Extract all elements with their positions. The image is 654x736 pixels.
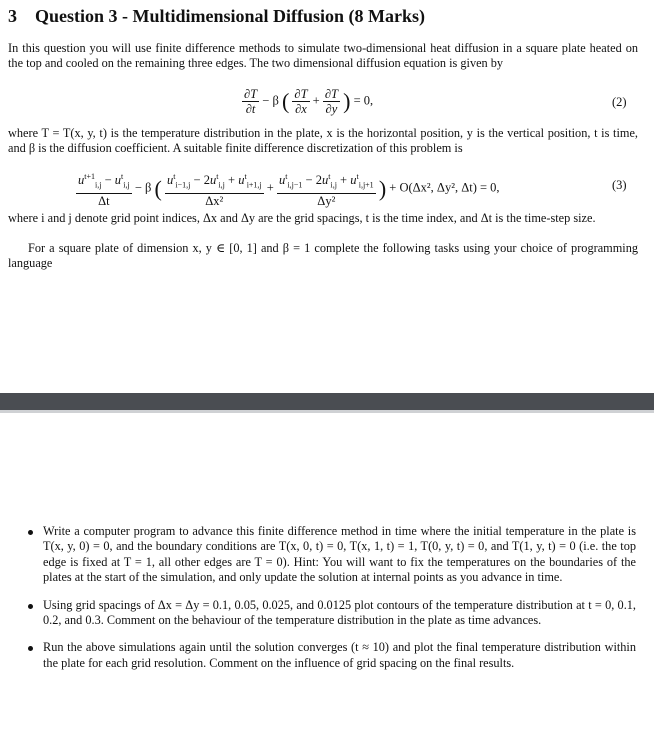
- y-second-difference-fraction: $\frac{u^t_{i,j-1} - 2u^t_{i,j} + u^t_{i,j+1}}{\text{Δy²}}$: [278, 172, 374, 208]
- equation-3: $\frac{u^{t+1}_{i,j} - u^t_{i,j}}{\Delta t}$ − β ( $\frac{u^t_{i-1,j} - 2u^t_{i,j} + u^t_{i+1,j}}{\text{Δx²}}$ + $\frac{u^t_{i,j-1} - 2u^t_{i,j} + u^t_{i,j+1}}{\text{Δy²}}$ ) + O(Δx², Δy², Δt) = 0,: [78, 172, 500, 208]
- task-list: [28, 524, 636, 683]
- equation-3-label: (3): [612, 178, 627, 192]
- plus-sign: +: [312, 93, 320, 108]
- where-T-paragraph: where T = T(x, y, t) is the temperature distribution in the plate, x is the horizontal position, y is the vertical position, t is time, and β is the diffusion coefficient. A suitable finite difference discretization of this problem is: [8, 126, 638, 156]
- section-number: 3: [8, 6, 17, 26]
- dT-dy-fraction: $\frac{\partial T}{\partial y}$: [324, 87, 338, 116]
- dT-dx-fraction: $\frac{\partial T}{\partial x}$: [294, 87, 308, 116]
- task-item-3: Run the above simulations again until the solution converges (t ≈ 10) and plot the final temperature distribution within the plate for each grid resolution. Comment on the influence of grid spacing on the final results.: [28, 640, 636, 671]
- task-intro-paragraph: For a square plate of dimension x, y ∈ [0, 1] and β = 1 complete the following tasks using your choice of programming language: [8, 241, 638, 271]
- equation-2-label: (2): [612, 95, 627, 109]
- x-second-difference-fraction: $\frac{u^t_{i-1,j} - 2u^t_{i,j} + u^t_{i+1,j}}{\text{Δx²}}$: [166, 172, 262, 208]
- task-item-1: Write a computer program to advance this finite difference method in time where the initial temperature in the plate is T(x, y, 0) = 0, and the boundary conditions are T(x, 0, t) = 0, T(x, 1, t) = 1, T(0, y, t) = 0, and T(1, y, t) = 0 (i.e. the top edge is fixed at T = 1, all other edges are T = 0). Hint: You will want to fix the temperatures on the boundaries of the plates at the start of the simulation, and only update the solution at internal points as you advance in time.: [28, 524, 636, 586]
- where-ij-paragraph: where i and j denote grid point indices, Δx and Δy are the grid spacings, t is the time index, and Δt is the time-step size.: [8, 211, 596, 225]
- order-term: + O(Δx², Δy², Δt) = 0,: [389, 180, 500, 195]
- task-item-2: Using grid spacings of Δx = Δy = 0.1, 0.05, 0.025, and 0.0125 plot contours of the temperature distribution at t = 0, 0.1, 0.2, and 0.3. Comment on the behaviour of the temperature distribution in the plate as time advances.: [28, 598, 636, 629]
- minus-beta: − β: [262, 93, 279, 108]
- equation-2: [242, 87, 373, 116]
- page-separator-bar: [0, 393, 654, 410]
- question-heading: [8, 6, 425, 27]
- open-paren: (: [281, 88, 290, 114]
- page-separator-shadow: [0, 410, 654, 413]
- dT-dt-fraction: $\frac{\partial T}{\partial t}$: [244, 87, 258, 116]
- section-title: Question 3 - Multidimensional Diffusion (8 Marks): [35, 6, 426, 26]
- equals-zero: = 0,: [353, 93, 374, 108]
- intro-paragraph: In this question you will use finite difference methods to simulate two-dimensional heat diffusion in a square plate heated on the top and cooled on the remaining three edges. The two dimensional diffusion equation is given by: [8, 41, 638, 71]
- close-paren: ): [343, 88, 351, 114]
- time-derivative-fraction: $\frac{u^{t+1}_{i,j} - u^t_{i,j}}{\Delta t}$: [78, 172, 130, 208]
